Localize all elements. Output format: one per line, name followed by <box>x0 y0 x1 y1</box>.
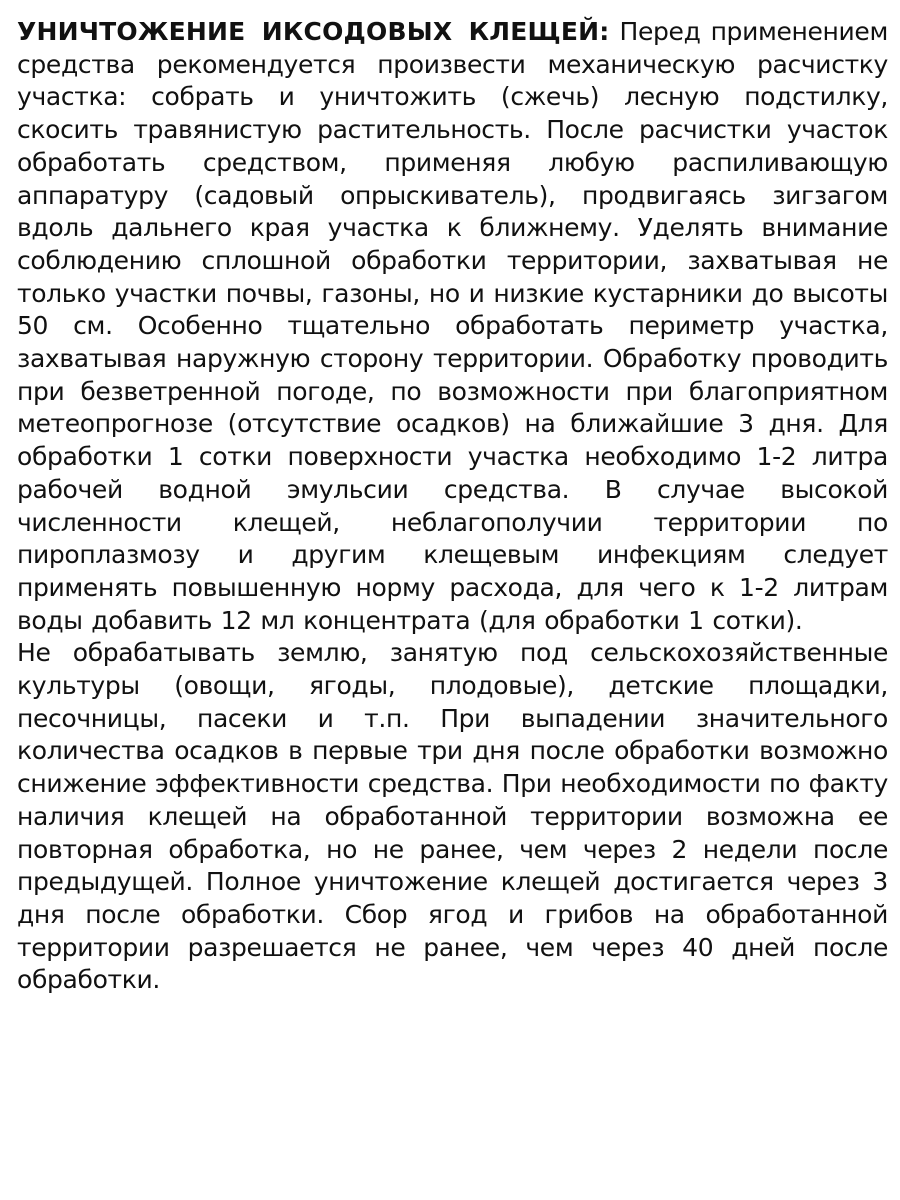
section-heading: УНИЧТОЖЕНИЕ ИКСОДОВЫХ КЛЕЩЕЙ: <box>17 17 610 46</box>
paragraph-2-text: Не обрабатывать землю, занятую под сельскохозяйственные культуры (овощи, ягоды, плодовые), детские площадки, песочницы, пасеки и т.п. При выпадении значительного количества осадков в первые три дня после обработки возможно снижение эффективности средства. При необходимости по факту наличия клещей на обработанной территории возможна ее повторная обработка, но не ранее, чем через 2 недели после предыдущей. Полное уничтожение клещей достигается через 3 дня после обработки. Сбор ягод и грибов на обработанной территории разрешается не ранее, чем через 40 дней после обработки. <box>17 638 889 995</box>
paragraph-1-text: Перед применением средства рекомендуется произвести механическую расчистку участка: собрать и уничтожить (сжечь) лесную подстилку, скосить травянистую растительность. После расчистки участок обработать средством, применяя любую распиливающую аппаратуру (садовый опрыскиватель), продвигаясь зигзагом вдоль дальнего края участка к ближнему. Уделять внимание соблюдению сплошной обработки территории, захватывая не только участки почвы, газоны, но и низкие кустарники до высоты 50 см. Особенно тщательно обработать периметр участка, захватывая наружную сторону территории. Обработку проводить при безветренной погоде, по возможности при благоприятном метеопрогнозе (отсутствие осадков) на ближайшие 3 дня. Для обработки 1 сотки поверхности участка необходимо 1-2 литра рабочей водной эмульсии средства. В случае высокой численности клещей, неблагополучии территории по пироплазмозу и другим клещевым инфекциям следует применять повышенную норму расхода, для чего к 1-2 литрам воды добавить 12 мл концентрата (для обработки 1 сотки). <box>17 17 888 635</box>
instruction-text <box>17 16 888 997</box>
paragraph-first <box>17 16 888 637</box>
paragraph-second <box>17 637 888 997</box>
